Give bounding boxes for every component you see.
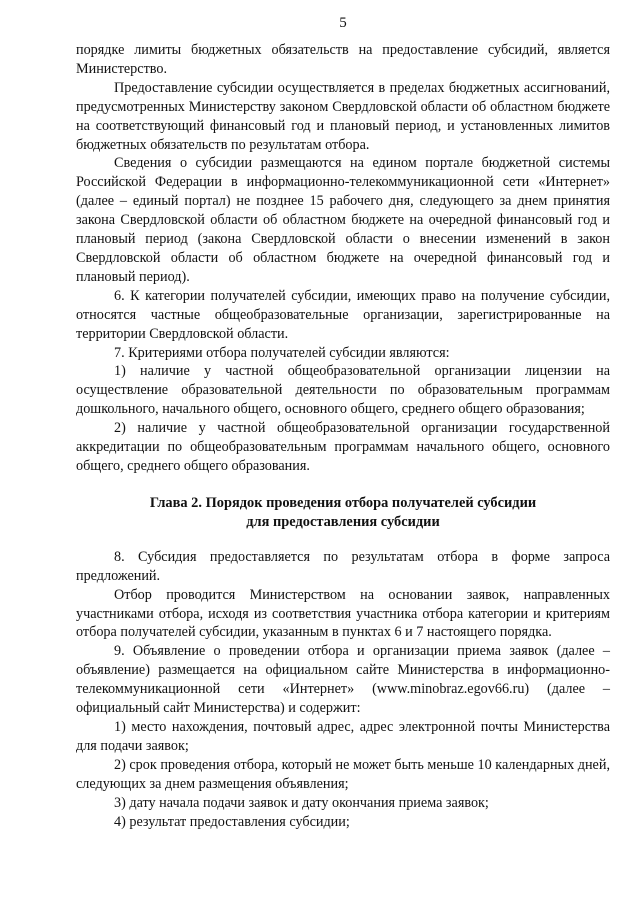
paragraph: 4) результат предоставления субсидии; — [114, 813, 350, 830]
spacer — [76, 476, 610, 494]
paragraph: Сведения о субсидии размещаются на едином портале бюджетной системы Российской Федерации в информационно-телекоммуникационной сети «Интернет» (далее – единый портал) не позднее 15 рабочего дня, следующего за днем принятия закона Свердловской области об областном бюджете на очередной финансовый год и плановый период (закона Свердловской области о внесении изменений в закон Свердловской области об областном бюджете на очередной финансовый год и плановый период). — [76, 155, 610, 285]
paragraph: 1) место нахождения, почтовый адрес, адрес электронной почты Министерства для подачи заявок; — [76, 719, 610, 754]
paragraph: 9. Объявление о проведении отбора и организации приема заявок (далее – объявление) размещается на официальном сайте Министерства в информационно-телекоммуникационной сети «Интернет» (www.minobraz.egov66.ru) (далее – официальный сайт Министерства) и содержит: — [76, 643, 610, 717]
spacer — [76, 532, 610, 548]
page-number: 5 — [339, 15, 347, 31]
paragraph: 7. Критериями отбора получателей субсидии являются: — [114, 344, 450, 361]
chapter-heading — [76, 494, 610, 532]
paragraph: 2) срок проведения отбора, который не может быть меньше 10 календарных дней, следующих за днем размещения объявления; — [76, 756, 610, 792]
paragraph: порядке лимиты бюджетных обязательств на предоставление субсидий, является Министерство. — [76, 42, 610, 77]
paragraph: 2) наличие у частной общеобразовательной организации государственной аккредитации по общеобразовательным программам начального общего, основного общего, среднего общего образования. — [76, 420, 610, 474]
paragraph: 8. Субсидия предоставляется по результатам отбора в форме запроса предложений. — [76, 548, 610, 584]
paragraph: 6. К категории получателей субсидии, имеющих право на получение субсидии, относятся частные общеобразовательные организации, зарегистрированные на территории Свердловской области. — [76, 287, 610, 342]
paragraph: 1) наличие у частной общеобразовательной организации лицензии на осуществление образовательной деятельности по образовательным программам дошкольного, начального общего, основного общего, среднего общего образования; — [76, 363, 610, 418]
document-page — [76, 14, 610, 831]
chapter-heading-line-2: для предоставления субсидии — [246, 513, 440, 530]
chapter-heading-line-1: Глава 2. Порядок проведения отбора получателей субсидии — [149, 494, 537, 511]
paragraph: Предоставление субсидии осуществляется в пределах бюджетных ассигнований, предусмотренных Министерству законом Свердловской области об областном бюджете на соответствующий финансовый год и плановый период, и установленных лимитов бюджетных обязательств по результатам отбора. — [76, 79, 610, 153]
paragraph: 3) дату начала подачи заявок и дату окончания приема заявок; — [114, 794, 489, 811]
paragraph: Отбор проводится Министерством на основании заявок, направленных участниками отбора, исходя из соответствия участника отбора категории и критериям отбора получателей субсидии, указанным в пунктах 6 и 7 настоящего порядка. — [76, 586, 610, 641]
